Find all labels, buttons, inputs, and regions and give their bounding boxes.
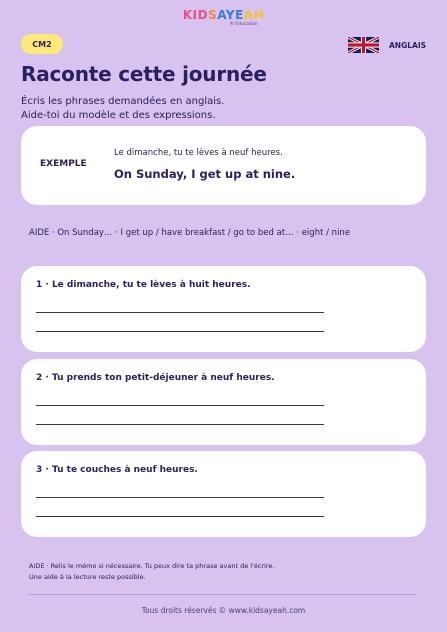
exercise-card-1 <box>21 266 426 352</box>
example-english: On Sunday, I get up at nine. <box>114 167 296 181</box>
footer-help <box>29 561 275 583</box>
subject-label: ANGLAIS <box>389 41 427 50</box>
copyright: Tous droits réservés © www.kidsayeah.com <box>141 606 306 615</box>
answer-line[interactable] <box>36 312 324 313</box>
footer-help-line: AIDE · Relis le mémo si nécessaire. Tu peux dire ta phrase avant de l'écrire. <box>29 562 275 570</box>
answer-line[interactable] <box>36 516 324 517</box>
exercise-prompt: 2 · Tu prends ton petit-déjeuner à neuf heures. <box>36 373 275 383</box>
brand-part: AYE <box>217 8 244 22</box>
example-label: EXEMPLE <box>40 159 87 169</box>
help-expressions: AIDE · On Sunday… · I get up / have breakfast / go to bed at… · eight / nine <box>29 228 351 238</box>
footer-help-line: Une aide à la lecture reste possible. <box>29 573 146 581</box>
brand-wordmark <box>0 8 447 22</box>
example-card <box>21 126 426 205</box>
brand-part: KID <box>182 8 209 22</box>
brand-logo <box>0 8 447 28</box>
exercise-card-3 <box>21 451 426 537</box>
footer-divider <box>29 594 416 595</box>
instruction-line: Écris les phrases demandées en anglais. <box>21 96 225 107</box>
level-badge: CM2 <box>21 34 63 54</box>
exercise-prompt: 3 · Tu te couches à neuf heures. <box>36 465 198 475</box>
instruction-line: Aide-toi du modèle et des expressions. <box>21 110 216 121</box>
brand-part: S <box>208 8 218 22</box>
brand-subtitle: ® Education <box>229 22 258 27</box>
answer-line[interactable] <box>36 405 324 406</box>
uk-flag-icon <box>348 37 379 53</box>
exercise-card-2 <box>21 359 426 445</box>
instructions <box>21 95 224 123</box>
answer-line[interactable] <box>36 424 324 425</box>
brand-part: AH <box>243 8 265 22</box>
answer-line[interactable] <box>36 331 324 332</box>
page-title: Raconte cette journée <box>21 62 267 86</box>
answer-line[interactable] <box>36 497 324 498</box>
exercise-prompt: 1 · Le dimanche, tu te lèves à huit heures. <box>36 280 251 290</box>
example-french: Le dimanche, tu te lèves à neuf heures. <box>114 148 283 158</box>
